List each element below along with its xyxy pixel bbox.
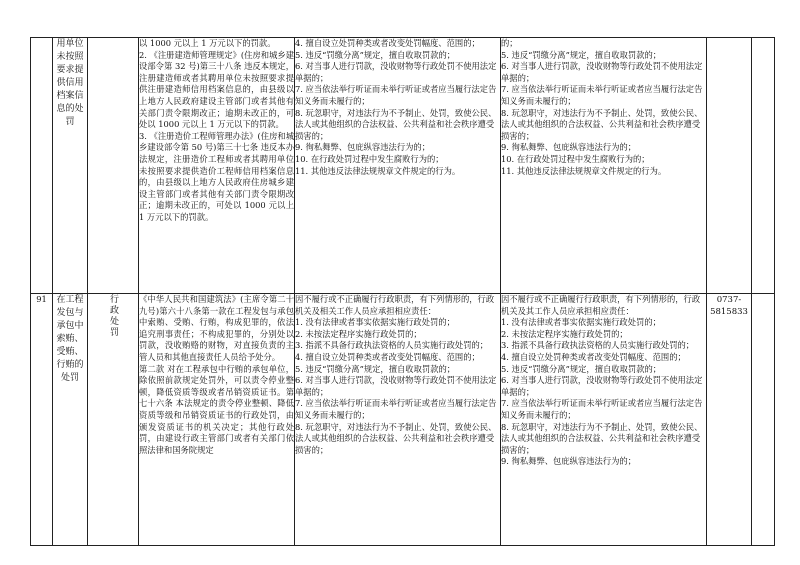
responsibility-item: 4. 擅自设立处罚种类或者改变处罚幅度、范围的； [295, 351, 480, 362]
accountability-item: 8. 玩忽职守，对违法行为不予制止、处罚，致使公民、法人或其他组织的合法权益、公共利益和社会秩序遭受损害的； [501, 107, 703, 141]
responsibility-item: 8. 玩忽职守，对违法行为不予制止、处罚，致使公民、法人或其他组织的合法权益、公共利益和社会秩序遭受损害的； [295, 421, 497, 455]
item-name-cell [53, 294, 88, 546]
accountability-item: 7. 应当依法举行听证而未举行听证或者应当履行法定告知义务而未履行的； [501, 84, 703, 106]
responsibility-item: 10. 在行政处罚过程中发生腐败行为的； [295, 153, 444, 164]
table-row [31, 294, 775, 546]
phone-cell [707, 294, 752, 546]
category-label: 行政处罚 [108, 294, 118, 338]
accountability-item: 10. 在行政处罚过程中发生腐败行为的； [501, 153, 650, 164]
accountability-item: 5. 违反“罚缴分离”规定，擅自收取罚款的； [501, 363, 662, 374]
responsibility-item: 9. 徇私舞弊、包庇纵容违法行为的； [295, 142, 431, 153]
responsibility-item: 7. 应当依法举行听证而未举行听证或者应当履行法定告知义务而未履行的； [295, 398, 497, 420]
accountability-item: 11. 其他违反法律法规规章文件规定的行为。 [501, 165, 667, 176]
responsibility-item: 2. 未按法定程序实施行政处罚的； [295, 328, 422, 339]
accountability-item: 3. 指派不具备行政执法资格的人员实施行政处罚的； [501, 340, 695, 351]
remarks-cell [752, 294, 775, 546]
legal-basis-cell [139, 294, 295, 546]
responsibility-table [30, 37, 775, 546]
basis-paragraph: 第二款 对在工程承包中行贿的承包单位，除依照前款规定处罚外，可以责令停业整顿，降低资质等级或者吊销资质证书。第七十六条 本法规定的责令停业整顿、降低资质等级和吊销资质证书的行政处罚，由颁发资质证书的机关决定；其他行政处罚，由建设行政主管部门或者有关部门依照法律和国务院规定 [139, 363, 294, 455]
accountability-item: 7. 应当依法举行听证而未举行听证或者应当履行法定告知义务而未履行的； [501, 398, 703, 420]
accountability-item: 4. 擅自设立处罚种类或者改变处罚幅度、范围的； [501, 351, 686, 362]
responsibility-item: 1. 没有法律或者事实依据实施行政处罚的； [295, 317, 455, 328]
legal-basis-cell [139, 38, 295, 294]
table-row [31, 38, 775, 294]
responsibility-item: 5. 违反“罚缴分离”规定，擅自收取罚款的； [295, 363, 456, 374]
responsibility-cell [295, 294, 501, 546]
category-cell [88, 294, 139, 546]
accountability-item: 的； [501, 38, 518, 48]
responsibility-item: 6. 对当事人进行罚款，没收财物等行政处罚不使用法定单据的； [295, 61, 497, 83]
responsibility-item: 3. 指派不具备行政执法资格的人员实施行政处罚的； [295, 340, 489, 351]
responsibility-cell [295, 38, 501, 294]
responsibility-item: 因不履行或不正确履行行政职责，有下列情形的，行政机关及相关工作人员应承担相应责任： [295, 294, 495, 316]
responsibility-item: 11. 其他违反法律法规规章文件规定的行为。 [295, 165, 461, 176]
phone-number: 0737-5815833 [710, 295, 748, 317]
basis-paragraph: 以 1000 元以上 1 万元以下的罚款。 [139, 38, 276, 48]
item-name-cell [53, 38, 88, 294]
basis-paragraph: 《中华人民共和国建筑法》(主席令第二十九号)第六十八条第一款在工程发包与承包中索贿、受贿、行贿，构成犯罪的，依法追究刑事责任；不构成犯罪的，分别处以罚款，没收贿赂的财物，对直接负责的主管人员和其他直接责任人员给予处分。 [139, 294, 294, 362]
accountability-item: 1. 没有法律或者事实依据实施行政处罚的； [501, 317, 661, 328]
accountability-cell [501, 38, 707, 294]
basis-paragraph: 2. 《注册建造师管理规定》(住房和城乡建设部令第 32 号)第三十八条 违反本规定，注册建造师或者其聘用单位未按照要求提供注册建造师信用档案信息的，由县级以上地方人民政府建设主管部门或者其他有关部门责令限期改正；逾期未改正的，可处以 1000 元以上 1 万元以下的罚款。 [139, 49, 294, 130]
responsibility-item: 4. 擅自设立处罚种类或者改变处罚幅度、范围的； [295, 38, 480, 48]
accountability-item: 9. 徇私舞弊、包庇纵容违法行为的； [501, 142, 637, 153]
accountability-item: 因不履行或不正确履行行政职责，有下列情形的，行政机关及其工作人员应承担相应责任： [501, 294, 701, 316]
responsibility-item: 6. 对当事人进行罚款，没收财物等行政处罚不使用法定单据的； [295, 375, 497, 397]
remarks-cell [752, 38, 775, 294]
responsibility-item: 5. 违反“罚缴分离”规定，擅自收取罚款的； [295, 49, 456, 60]
accountability-item: 2. 未按法定程序实施行政处罚的； [501, 328, 628, 339]
phone-cell [707, 38, 752, 294]
basis-paragraph: 3. 《注册造价工程师管理办法》(住房和城乡建设部令第 50 号)第三十七条 违反本办法规定，注册造价工程师或者其聘用单位未按照要求提供造价工程师信用档案信息的，由县级以上地方人民政府住房城乡建设主管部门或者其他有关部门责令限期改正；逾期未改正的，可处以 1000 元以上 1 万元以下的罚款。 [139, 130, 294, 222]
accountability-item: 8. 玩忽职守，对违法行为不予制止、处罚，致使公民、法人或其他组织的合法权益、公共利益和社会秩序遭受损害的； [501, 421, 703, 455]
accountability-item: 6. 对当事人进行罚款，没收财物等行政处罚不使用法定单据的； [501, 375, 703, 397]
item-name: 用单位未按照要求提供信用档案信息的处罚 [56, 39, 84, 127]
accountability-item: 6. 对当事人进行罚款，没收财物等行政处罚不使用法定单据的； [501, 61, 703, 83]
responsibility-item: 8. 玩忽职守，对违法行为不予制止、处罚，致使公民、法人或其他组织的合法权益、公共利益和社会秩序遭受损害的； [295, 107, 497, 141]
row-number [31, 38, 53, 294]
accountability-item: 9. 徇私舞弊、包庇纵容违法行为的； [501, 456, 637, 467]
accountability-cell [501, 294, 707, 546]
row-number: 91 [31, 294, 53, 546]
item-name: 在工程发包与承包中索贿、受贿、行贿的处罚 [56, 295, 84, 383]
accountability-item: 5. 违反“罚缴分离”规定，擅自收取罚款的； [501, 49, 662, 60]
category-cell [88, 38, 139, 294]
responsibility-item: 7. 应当依法举行听证而未举行听证或者应当履行法定告知义务而未履行的； [295, 84, 497, 106]
